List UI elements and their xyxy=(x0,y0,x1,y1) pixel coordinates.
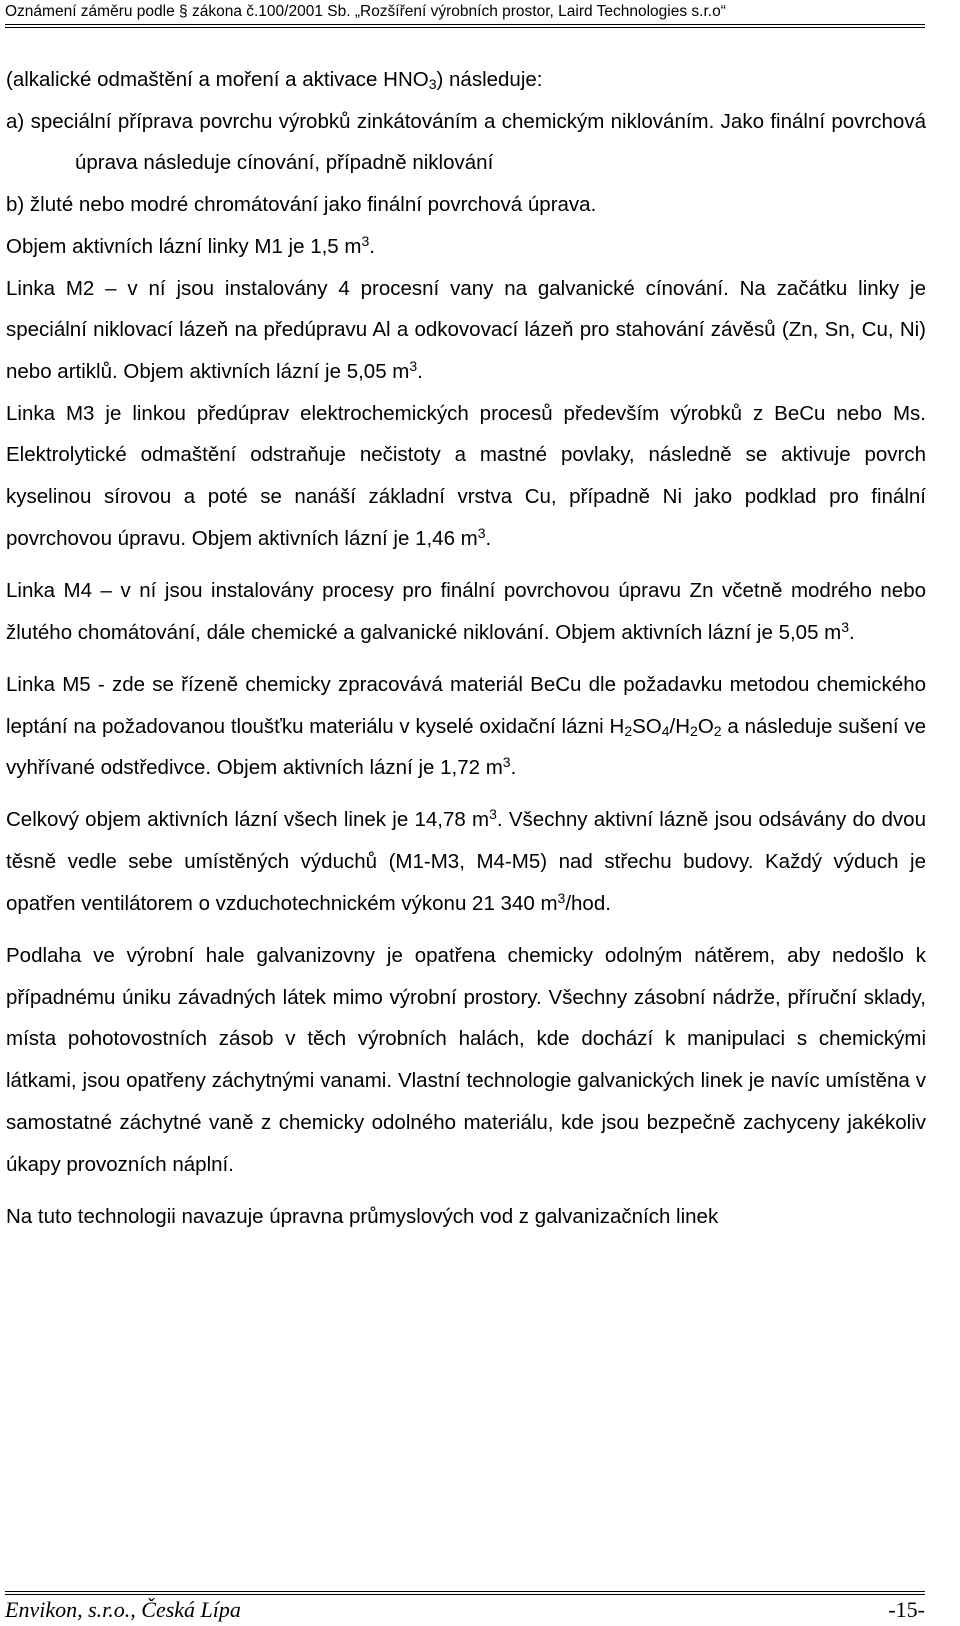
header-rule xyxy=(5,24,925,25)
paragraph: Celkový objem aktivních lázní všech linek je 14,78 $m^3$. Všechny aktivní lázně jsou odsávány do dvou těsně vedle sebe umístěných výduchů (M1-M3, M4-M5) nad střechu budovy. Každý výduch je opatřen ventilátorem o vzduchotechnickém výkonu 21 340 $m^3$/hod. xyxy=(6,806,926,915)
paragraph: Linka M5 - zde se řízeně chemicky zpracovává materiál BeCu dle požadavku metodou chemického leptání na požadovanou tloušťku materiálu v kyselé oxidační lázni $H_2SO_4/H_2O_2$ a následuje sušení ve vyhřívané odstředivce. Objem aktivních lázní je 1,72 $m^3$. xyxy=(6,672,927,780)
paragraph-item-b: b) žluté nebo modré chromátování jako finální povrchová úprava. xyxy=(6,193,597,217)
paragraph: Objem aktivních lázní linky M1 je 1,5 $m^3$. xyxy=(6,232,375,258)
page-number: -15- xyxy=(888,1597,925,1622)
paragraph: Linka M2 – v ní jsou instalovány 4 procesní vany na galvanické cínování. Na začátku linky je speciální niklovací lázeň na předúpravu Al a odkovovací lázeň pro stahování závěsů (Zn, Sn, Cu, Ni) nebo artiklů. Objem aktivních lázní je 5,05 $m^3$. xyxy=(6,276,926,383)
paragraph: Podlaha ve výrobní hale galvanizovny je opatřena chemicky odolným nátěrem, aby nedošlo k případnému úniku závadných látek mimo výrobní prostory. Všechny zásobní nádrže, příruční sklady, místa pohotovostních zásob v těch výrobních halách, kde dochází k manipulaci s chemickými látkami, jsou opatřeny záchytnými vanami. Vlastní technologie galvanických linek je navíc umístěna v samostatné záchytné vaně z chemicky odolného materiálu, kde jsou bezpečně zachyceny jakékoliv úkapy provozních náplní. xyxy=(6,944,926,1176)
paragraph: Na tuto technologii navazuje úpravna průmyslových vod z galvanizačních linek xyxy=(6,1204,719,1228)
header-rule-second xyxy=(5,27,925,28)
paragraph-item-a: a) speciální příprava povrchu výrobků zinkátováním a chemickým niklováním. Jako finální povrchová úprava následuje cínování, případně niklování xyxy=(6,109,926,175)
footer-rule-second xyxy=(5,1594,925,1595)
footer-company: Envikon, s.r.o., Česká Lípa xyxy=(5,1597,241,1622)
header-title: Oznámení záměru podle § zákona č.100/2001 Sb. „Rozšíření výrobních prostor, Laird Technologies s.r.o“ xyxy=(5,3,726,20)
paragraph: (alkalické odmaštění a moření a aktivace $HNO_3$) následuje: xyxy=(6,68,543,92)
paragraph: Linka M3 je linkou předúprav elektrochemických procesů především výrobků z BeCu nebo Ms. Elektrolytické odmaštění odstraňuje nečistoty a mastné povlaky, následně se aktivuje povrch kyselinou sírovou a poté se nanáší základní vrstva Cu, případně Ni jako podklad pro finální povrchovou úpravu. Objem aktivních lázní je 1,46 $m^3$. xyxy=(6,401,926,550)
page-header xyxy=(5,2,925,22)
footer-rule xyxy=(5,1591,925,1592)
paragraph: Linka M4 – v ní jsou instalovány procesy pro finální povrchovou úpravu Zn včetně modrého nebo žlutého chomátování, dále chemické a galvanické niklování. Objem aktivních lázní je 5,05 $m^3$. xyxy=(6,578,926,644)
document-body xyxy=(6,59,926,1237)
